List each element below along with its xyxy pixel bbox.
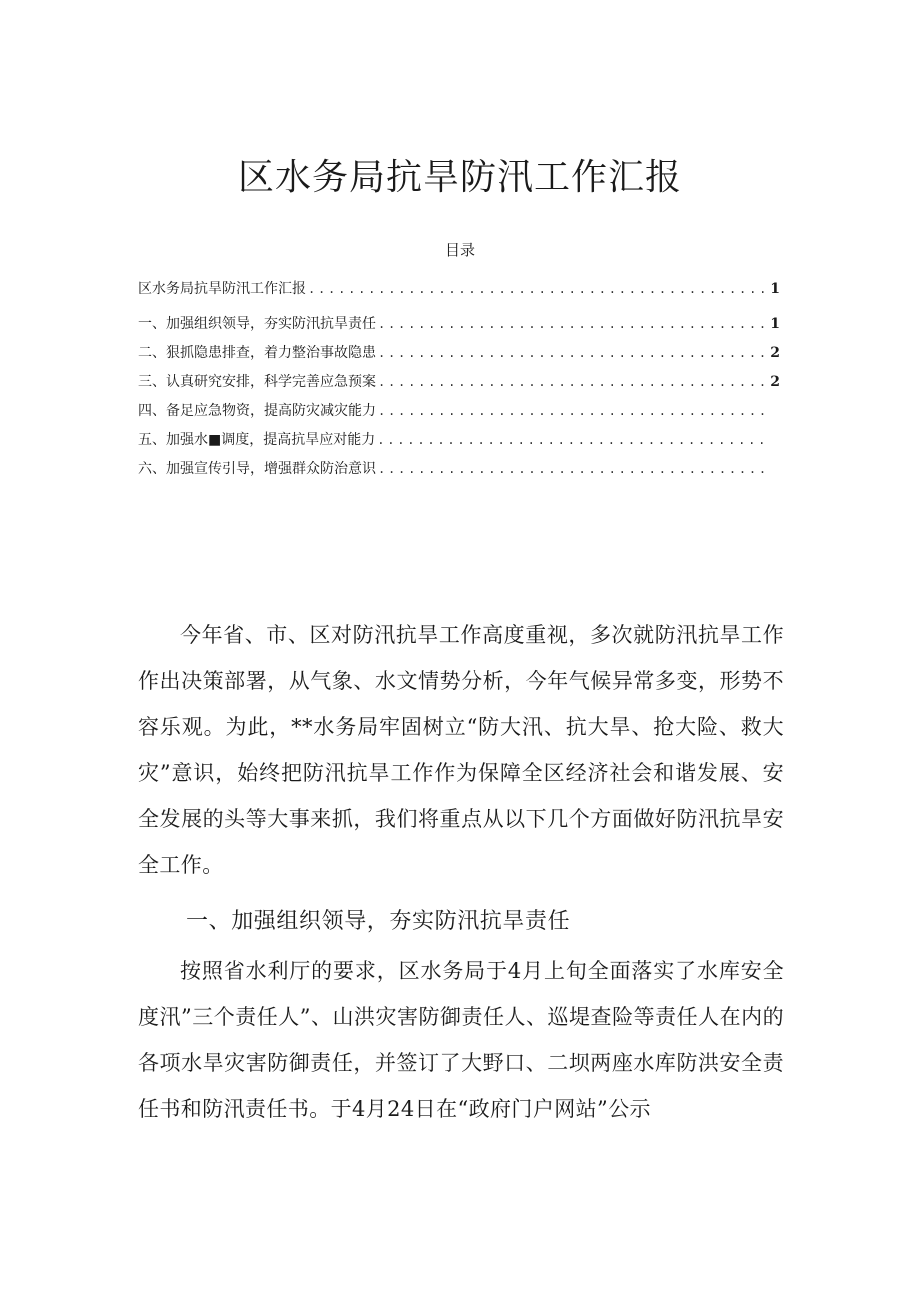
intro-paragraph: 今年省、市、区对防汛抗旱工作高度重视，多次就防汛抗旱工作作出决策部署，从气象、水文情势分析，今年气候异常多变，形势不容乐观。为此，**水务局牢固树立“防大汛、抗大旱、抢大险、救大灾”意识，始终把防汛抗旱工作作为保障全区经济社会和谐发展、安全发展的头等大事来抓，我们将重点从以下几个方面做好防汛抗旱安全工作。: [138, 623, 784, 877]
toc-entry[interactable]: [138, 372, 780, 392]
toc-leader-dots: [308, 279, 764, 299]
table-of-contents: [138, 279, 780, 488]
toc-leader-dots: [378, 343, 764, 363]
toc-entry[interactable]: [138, 343, 780, 363]
toc-entry[interactable]: [138, 459, 780, 479]
toc-leader-dots: [378, 401, 764, 421]
toc-leader-dots: [377, 430, 764, 450]
section-heading: 一、加强组织领导，夯实防汛抗旱责任: [186, 909, 571, 934]
document-title: 区水务局抗旱防汛工作汇报: [237, 157, 682, 198]
toc-heading: 目录: [444, 241, 475, 259]
toc-entry-page: 2: [770, 345, 780, 361]
toc-entry[interactable]: [138, 430, 780, 450]
toc-leader-dots: [378, 459, 764, 479]
toc-entry[interactable]: [138, 314, 780, 334]
toc-entry-page: 2: [770, 374, 780, 390]
toc-entry-label: 四、备足应急物资，提高防灾减灾能力: [138, 403, 376, 419]
toc-entry-label: 三、认真研究安排，科学完善应急预案: [138, 374, 376, 390]
toc-entry[interactable]: [138, 401, 780, 421]
section-paragraph: 按照省水利厅的要求，区水务局于4月上旬全面落实了水库安全度汛”三个责任人”、山洪灾害防御责任人、巡堤查险等责任人在内的各项水旱灾害防御责任，并签订了大野口、二坝两座水库防洪安全责任书和防汛责任书。于4月24日在“政府门户网站”公示: [138, 959, 784, 1121]
toc-entry-page: 1: [770, 316, 780, 332]
toc-entry-label: 二、狠抓隐患排查，着力整治事故隐患: [138, 345, 376, 361]
toc-entry-label: 五、加强水■调度，提高抗旱应对能力: [138, 432, 376, 448]
toc-entry[interactable]: [138, 279, 780, 299]
toc-entry-page: 1: [770, 281, 780, 297]
toc-leader-dots: [378, 314, 764, 334]
toc-entry-label: 六、加强宣传引导，增强群众防治意识: [138, 461, 376, 477]
toc-leader-dots: [378, 372, 764, 392]
toc-entry-label: 区水务局抗旱防汛工作汇报: [138, 281, 306, 297]
toc-entry-label: 一、加强组织领导，夯实防汛抗旱责任: [138, 316, 376, 332]
